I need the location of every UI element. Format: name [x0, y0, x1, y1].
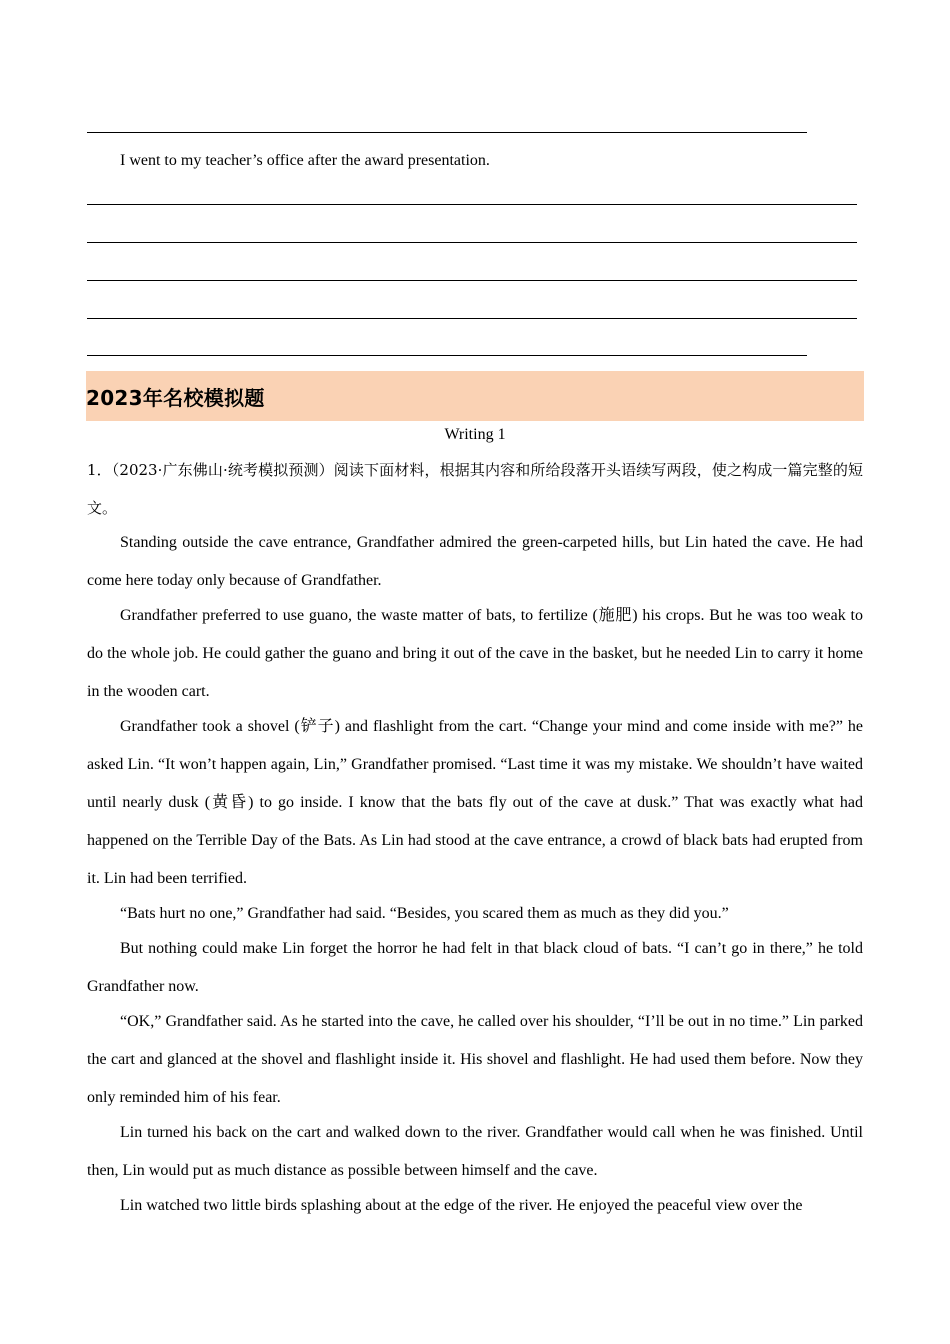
writing-line: [87, 280, 857, 281]
paragraph: Grandfather preferred to use guano, the waste matter of bats, to fertilize (施肥) his crops. But he was too weak to do the whole job. He could gather the guano and bring it out of the cave in the basket, but he needed Lin to carry it home in the wooden cart.: [87, 607, 863, 700]
section-banner: [86, 371, 864, 421]
writing-line: [87, 355, 807, 356]
paragraph: Lin watched two little birds splashing about at the edge of the river. He enjoyed the peaceful view over the: [120, 1197, 803, 1214]
writing-line: [87, 204, 857, 205]
question-instruction: 1．（2023·广东佛山·统考模拟预测）阅读下面材料，根据其内容和所给段落开头语续写两段，使之构成一篇完整的短文。: [87, 461, 863, 517]
paragraph: “Bats hurt no one,” Grandfather had said. “Besides, you scared them as much as they did you.”: [120, 905, 729, 922]
prompt-sentence: I went to my teacher’s office after the award presentation.: [120, 152, 490, 169]
writing-title: Writing 1: [444, 426, 506, 443]
paragraph: Standing outside the cave entrance, Grandfather admired the green-carpeted hills, but Lin hated the cave. He had come here today only because of Grandfather.: [87, 534, 863, 589]
writing-line: [87, 242, 857, 243]
paragraph: But nothing could make Lin forget the horror he had felt in that black cloud of bats. “I can’t go in there,” he told Grandfather now.: [87, 940, 863, 995]
paragraph: “OK,” Grandfather said. As he started into the cave, he called over his shoulder, “I’ll be out in no time.” Lin parked the cart and glanced at the shovel and flashlight inside it. His shovel and flashlight. He had used them before. Now they only reminded him of his fear.: [87, 1013, 863, 1106]
paragraph: Lin turned his back on the cart and walked down to the river. Grandfather would call when he was finished. Until then, Lin would put as much distance as possible between himself and the cave.: [87, 1124, 863, 1179]
writing-line: [87, 318, 857, 319]
writing-line: [87, 132, 807, 133]
paragraph: Grandfather took a shovel (铲子) and flashlight from the cart. “Change your mind and come inside with me?” he asked Lin. “It won’t happen again, Lin,” Grandfather promised. “Last time it was my mistake. We shouldn’t have waited until nearly dusk (黄昏) to go inside. I know that the bats fly out of the cave at dusk.” That was exactly what had happened on the Terrible Day of the Bats. As Lin had stood at the cave entrance, a crowd of black bats had erupted from it. Lin had been terrified.: [87, 718, 863, 887]
passage: [87, 451, 863, 1222]
section-title: 2023年名校模拟题: [86, 386, 265, 410]
